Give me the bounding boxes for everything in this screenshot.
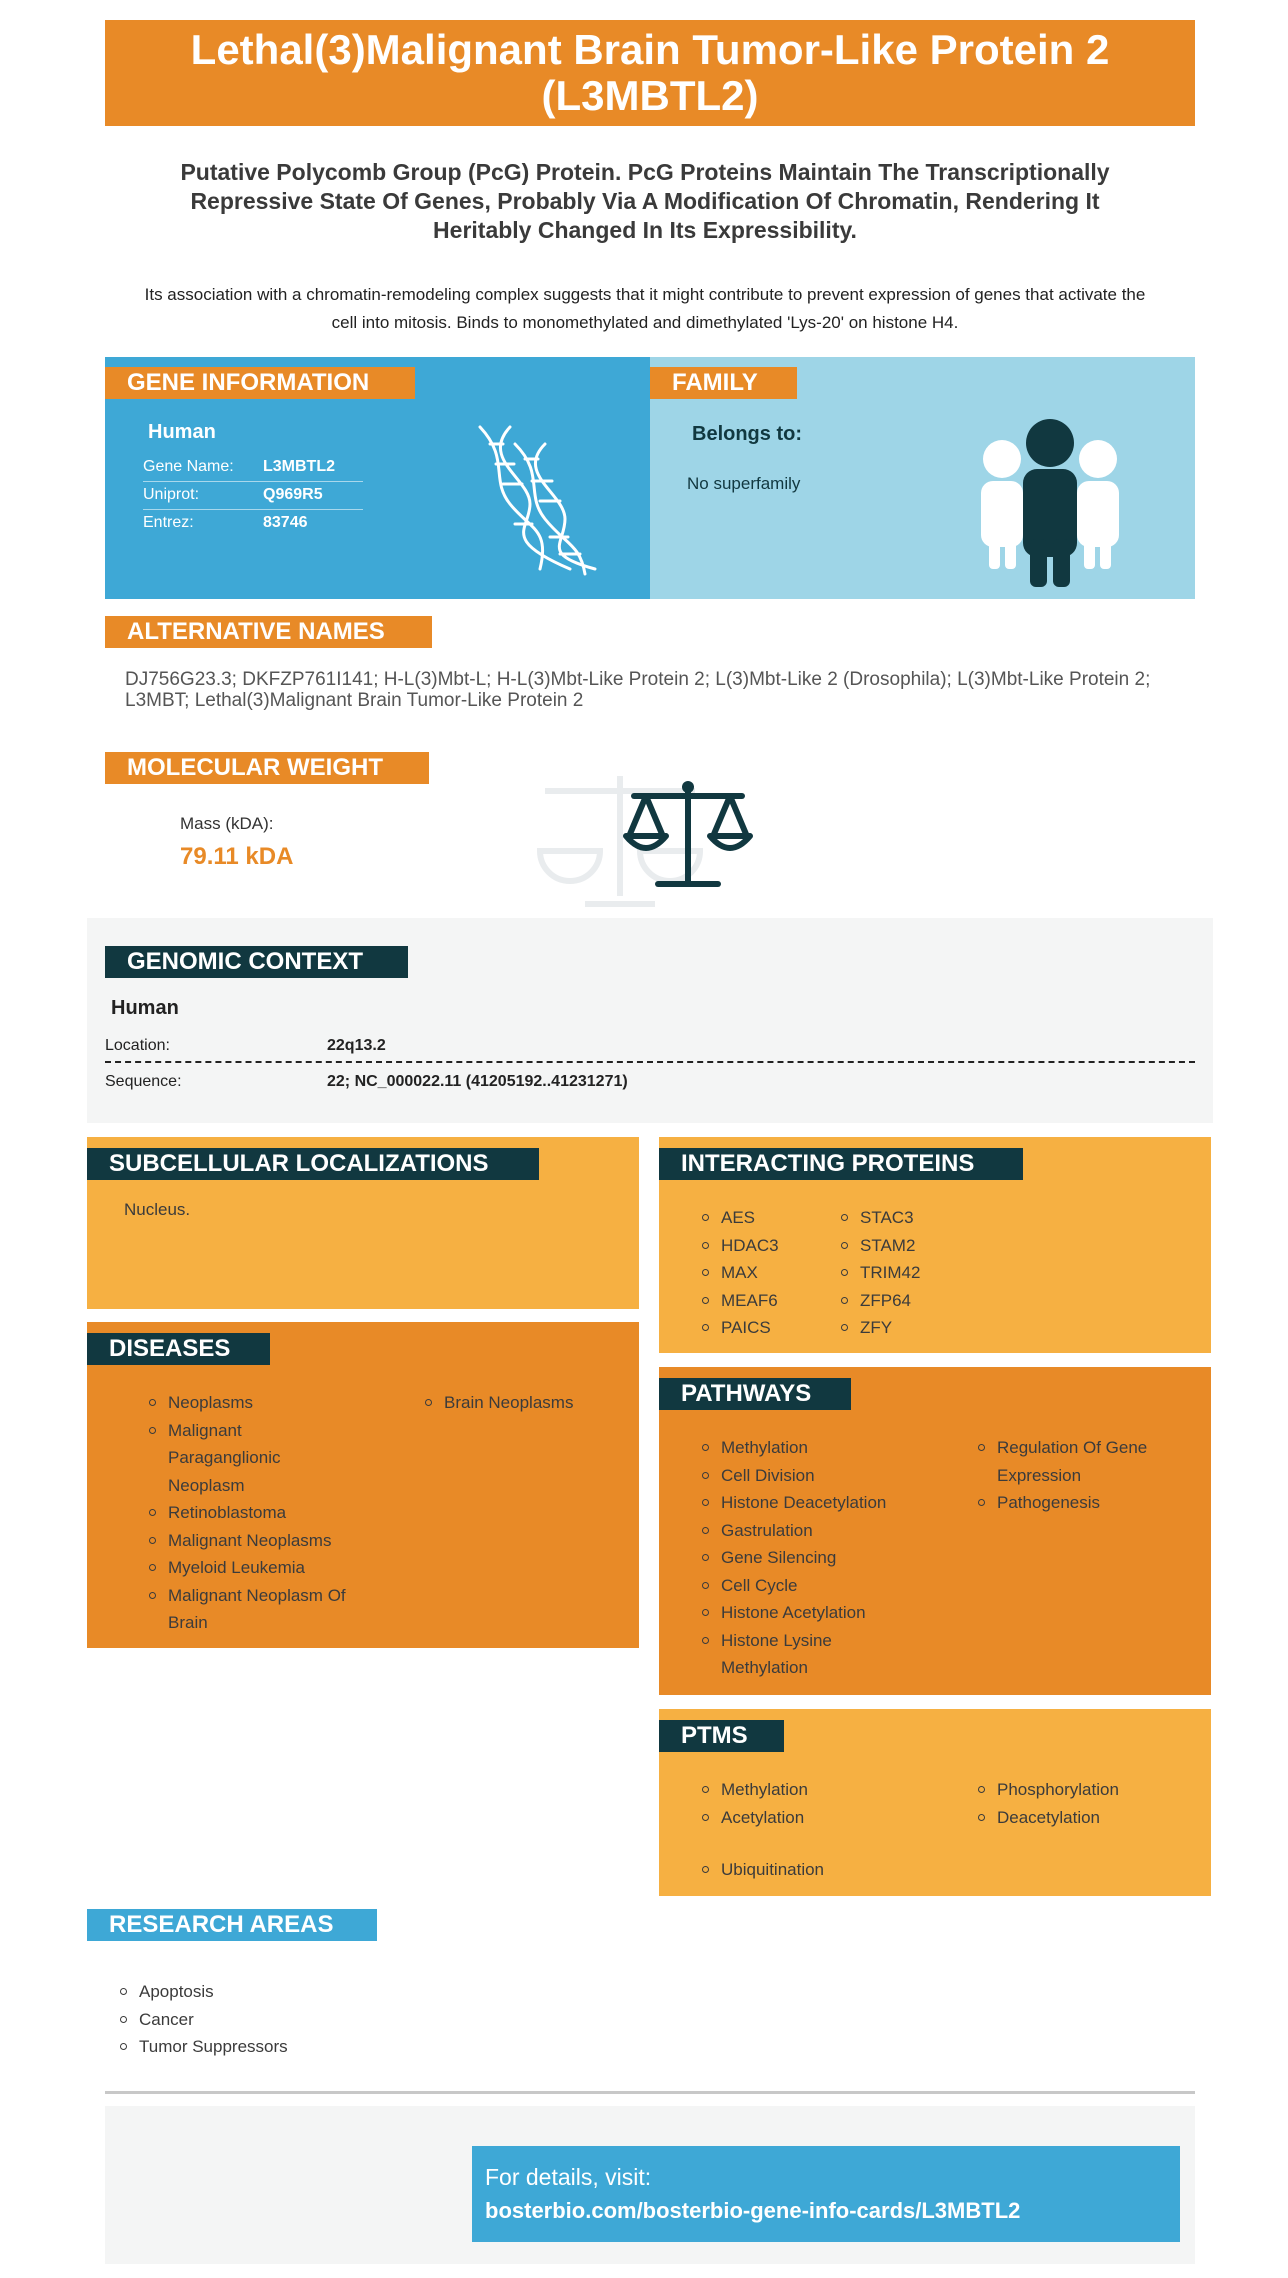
list-item: Ubiquitination — [702, 1856, 902, 1884]
location-row: Location: 22q13.2 — [105, 1029, 1195, 1063]
molecular-weight-heading: MOLECULAR WEIGHT — [105, 752, 429, 784]
list-item: Apoptosis — [120, 1978, 420, 2006]
list-item: Methylation — [702, 1776, 902, 1804]
list-item: Cell Division — [702, 1462, 902, 1490]
ptms-heading: PTMS — [659, 1720, 784, 1752]
list-item: Cancer — [120, 2006, 420, 2034]
list-item: Malignant Paraganglionic Neoplasm — [149, 1417, 349, 1500]
subcellular-heading: SUBCELLULAR LOCALIZATIONS — [87, 1148, 539, 1180]
belongs-to-label: Belongs to: — [692, 423, 802, 445]
entrez-row: Entrez: 83746 — [143, 514, 308, 531]
protein-description: Its association with a chromatin-remodeling complex suggests that it might contribute to prevent expression of genes that activate the cell into mitosis. Binds to monomethylated and dimethylated 'Lys-20' on histone H4. — [144, 285, 1146, 332]
list-item: MEAF6 — [702, 1287, 832, 1315]
subcellular-text: Nucleus. — [124, 1200, 191, 1219]
diseases-list-col1 — [149, 1389, 349, 1637]
list-item: PAICS — [702, 1314, 832, 1342]
list-item: Myeloid Leukemia — [149, 1554, 349, 1582]
family-people-icon — [975, 419, 1125, 589]
pathways-list-col2 — [978, 1434, 1178, 1517]
list-item: TRIM42 — [841, 1259, 971, 1287]
interacting-proteins-panel — [659, 1137, 1211, 1353]
list-item: Cell Cycle — [702, 1572, 902, 1600]
gene-name-row: Gene Name: L3MBTL2 — [143, 454, 363, 482]
list-item: STAM2 — [841, 1232, 971, 1260]
list-item: Malignant Neoplasms — [149, 1527, 349, 1555]
gene-info-table — [143, 454, 363, 538]
list-item: MAX — [702, 1259, 832, 1287]
list-item: Acetylation — [702, 1804, 902, 1832]
list-item: Brain Neoplasms — [425, 1389, 625, 1417]
genomic-species: Human — [111, 997, 179, 1019]
family-heading: FAMILY — [650, 367, 797, 399]
gene-species: Human — [148, 421, 216, 443]
list-item: STAC3 — [841, 1204, 971, 1232]
pathways-heading: PATHWAYS — [659, 1378, 851, 1410]
list-item: Retinoblastoma — [149, 1499, 349, 1527]
ptms-list-col2 — [978, 1776, 1178, 1831]
uniprot-row: Uniprot: Q969R5 — [143, 482, 363, 510]
list-item: HDAC3 — [702, 1232, 832, 1260]
genomic-context-heading: GENOMIC CONTEXT — [105, 946, 408, 978]
list-item: Malignant Neoplasm Of Brain — [149, 1582, 349, 1637]
research-areas-heading: RESEARCH AREAS — [87, 1909, 377, 1941]
interacting-list-col1 — [702, 1204, 832, 1342]
pathways-list-col1 — [702, 1434, 902, 1682]
mass-value: 79.11 kDA — [180, 843, 294, 870]
protein-function-summary: Putative Polycomb Group (PcG) Protein. PcG Proteins Maintain The Transcriptionally Repressive State Of Genes, Probably Via A Modification Of Chromatin, Rendering It Heritably Changed In Its Expressibility. — [180, 159, 1110, 243]
alternative-names-text: DJ756G23.3; DKFZP761I141; H-L(3)Mbt-L; H-L(3)Mbt-Like Protein 2; L(3)Mbt-Like 2 (Drosophila); L(3)Mbt-Like Protein 2; L3MBT; Lethal(3)Malignant Brain Tumor-Like Protein 2 — [125, 669, 1151, 711]
list-item: Histone Acetylation — [702, 1599, 902, 1627]
diseases-list-col2 — [425, 1389, 625, 1417]
list-item: Regulation Of Gene Expression — [978, 1434, 1178, 1489]
subcellular-panel — [87, 1137, 639, 1309]
pathways-panel — [659, 1367, 1211, 1695]
balance-scale-icon — [620, 778, 756, 892]
ptms-list-col3 — [702, 1856, 902, 1884]
alternative-names-heading: ALTERNATIVE NAMES — [105, 616, 432, 648]
diseases-heading: DISEASES — [87, 1333, 270, 1365]
interacting-proteins-heading: INTERACTING PROTEINS — [659, 1148, 1023, 1180]
family-panel — [650, 357, 1195, 599]
diseases-panel — [87, 1322, 639, 1648]
list-item: Phosphorylation — [978, 1776, 1178, 1804]
list-item: Histone Deacetylation — [702, 1489, 902, 1517]
list-item: Gene Silencing — [702, 1544, 902, 1572]
list-item: Histone Lysine Methylation — [702, 1627, 902, 1682]
gene-information-panel — [105, 357, 650, 599]
list-item: ZFP64 — [841, 1287, 971, 1315]
family-value: No superfamily — [687, 474, 801, 493]
research-areas-list — [120, 1978, 420, 2061]
dna-icon — [470, 419, 600, 579]
ptms-panel — [659, 1709, 1211, 1896]
details-label: For details, visit: — [485, 2164, 652, 2190]
gene-information-heading: GENE INFORMATION — [105, 367, 415, 399]
ptms-list-col1 — [702, 1776, 902, 1831]
mass-label: Mass (kDA): — [180, 814, 274, 833]
list-item: Gastrulation — [702, 1517, 902, 1545]
list-item: Tumor Suppressors — [120, 2033, 420, 2061]
list-item: Methylation — [702, 1434, 902, 1462]
interacting-list-col2 — [841, 1204, 971, 1342]
list-item: Deacetylation — [978, 1804, 1178, 1832]
details-link-box[interactable] — [472, 2146, 1180, 2242]
details-url-link[interactable]: bosterbio.com/bosterbio-gene-info-cards/L3MBTL2 — [485, 2198, 1021, 2223]
list-item: Pathogenesis — [978, 1489, 1178, 1517]
list-item: Neoplasms — [149, 1389, 349, 1417]
page-title: Lethal(3)Malignant Brain Tumor-Like Protein 2 (L3MBTL2) — [105, 20, 1195, 126]
sequence-row: Sequence: 22; NC_000022.11 (41205192..41231271) — [105, 1073, 628, 1090]
list-item: AES — [702, 1204, 832, 1232]
footer-divider — [105, 2091, 1195, 2094]
list-item: ZFY — [841, 1314, 971, 1342]
